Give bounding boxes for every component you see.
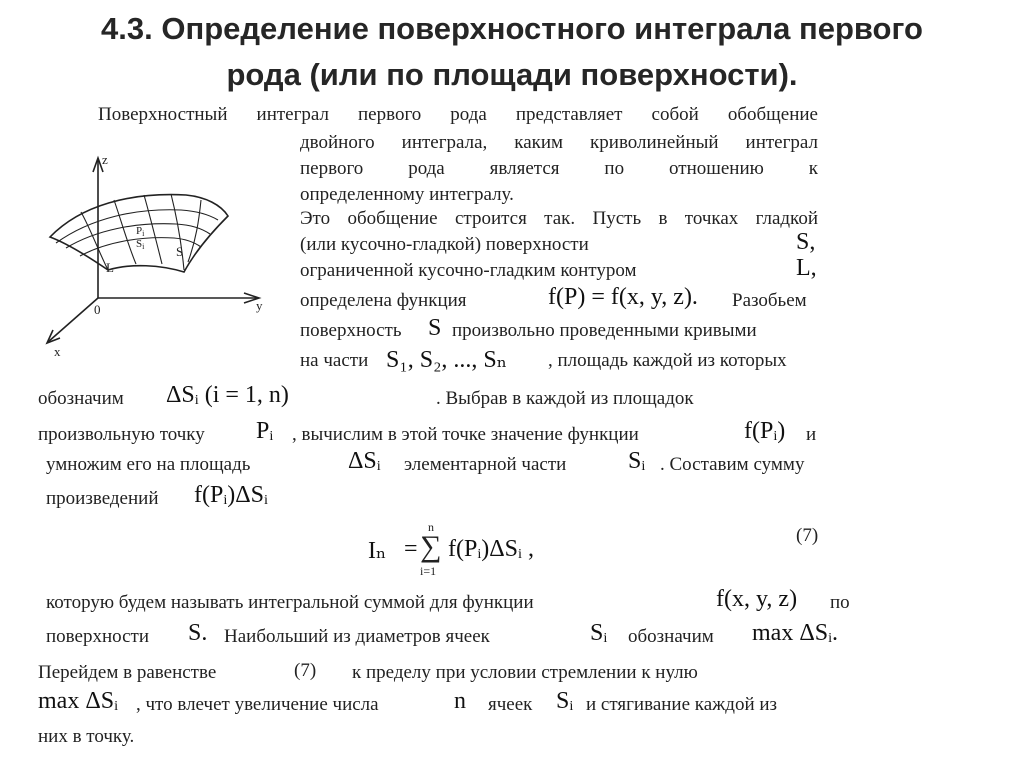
equation-ref: (7)	[294, 660, 317, 681]
surface-s-ref: S.	[188, 620, 208, 646]
para2-line11-end: . Выбрав в каждой из площадок	[436, 388, 694, 409]
integral-sum-equation	[368, 518, 628, 584]
function-at-point: f(Pᵢ)	[744, 418, 786, 444]
para4-line18-mid: ячеек	[488, 694, 533, 715]
cell-si-2: Sᵢ	[556, 688, 574, 714]
para2-line13: умножим его на площадь	[46, 454, 251, 475]
area-element: ΔSᵢ	[348, 448, 381, 474]
max-delta-s: max ΔSᵢ.	[752, 620, 839, 646]
function-xyz: f(x, y, z)	[716, 586, 798, 612]
cell-label: Si	[136, 238, 145, 251]
para1-line4: определенному интегралу.	[300, 184, 514, 205]
equation-number: (7)	[796, 525, 819, 546]
para4-line17-end: к пределу при условии стремлении к нулю	[352, 662, 698, 683]
title-line-1: 4.3. Определение поверхностного интеграла первого	[101, 11, 923, 46]
n-symbol: n	[454, 688, 466, 714]
para2-line13-mid: элементарной части	[404, 454, 567, 475]
point-symbol: Pᵢ	[256, 418, 274, 444]
surface-s-symbol: S,	[796, 229, 816, 255]
equation-equals: =	[404, 536, 418, 562]
para2-line9-end: произвольно проведенными кривыми	[452, 320, 757, 341]
point-label: Pi	[136, 225, 145, 238]
contour-label: L	[106, 260, 114, 275]
para2-line8: определена функция	[300, 290, 467, 311]
axis-label-x: x	[54, 344, 61, 359]
equation-rhs: f(Pᵢ)ΔSᵢ ,	[448, 536, 534, 562]
para3-line16-mid: Наибольший из диаметров ячеек	[224, 626, 490, 647]
para3-line15: которую будем называть интегральной суммой для функции	[46, 592, 534, 613]
slide-title	[0, 6, 1024, 98]
sum-lower-limit: i=1	[420, 564, 437, 578]
sum-upper-limit: n	[428, 520, 434, 534]
contour-l-symbol: L,	[796, 255, 817, 281]
equation-lhs: Iₙ	[368, 538, 387, 564]
para1-line2: двойного интеграла, каким криволинейный интеграл	[300, 132, 818, 153]
para2-line10-end: , площадь каждой из которых	[548, 350, 787, 371]
para4-line18: , что влечет увеличение числа	[136, 694, 379, 715]
para2-line9: поверхность	[300, 320, 402, 341]
para4-line18-end: и стягивание каждой из	[586, 694, 778, 715]
function-definition: f(P) = f(x, y, z).	[548, 284, 698, 310]
product-formula: f(Pᵢ)ΔSᵢ	[194, 482, 268, 508]
para2-line12-mid: , вычислим в этой точке значение функции	[292, 424, 639, 445]
para1-line3: первого рода является по отношению к	[300, 158, 818, 179]
para2-line13-end: . Составим сумму	[660, 454, 805, 475]
parts-formula: S₁, S₂, ..., Sₙ	[386, 347, 508, 373]
cell-si-ref: Sᵢ	[590, 620, 608, 646]
para3-line16: поверхности	[46, 626, 150, 647]
sum-sign: ∑	[420, 530, 442, 563]
para2-line5: Это обобщение строится так. Пусть в точках гладкой	[300, 208, 818, 229]
title-line-2: рода (или по площади поверхности).	[226, 57, 798, 92]
axis-label-z: z	[102, 152, 108, 167]
para2-line6: (или кусочно-гладкой) поверхности	[300, 234, 589, 255]
para4-line19: них в точку.	[38, 726, 135, 747]
cell-symbol: Sᵢ	[628, 448, 646, 474]
origin-label: 0	[94, 302, 101, 317]
para2-line12: произвольную точку	[38, 424, 205, 445]
area-formula: ΔSᵢ (i = 1, n)	[166, 382, 289, 408]
para4-line17: Перейдем в равенстве	[38, 662, 217, 683]
para2-line7: ограниченной кусочно-гладким контуром	[300, 260, 637, 281]
para2-line11: обозначим	[38, 388, 124, 409]
para2-line8-end: Разобьем	[732, 290, 807, 311]
axis-label-y: y	[256, 298, 263, 313]
max-delta-s-2: max ΔSᵢ	[38, 688, 119, 714]
para2-line14: произведений	[46, 488, 159, 509]
surface-symbol: S	[428, 315, 442, 341]
x-axis	[48, 298, 98, 342]
surface-figure	[36, 150, 276, 365]
para2-line10: на части	[300, 350, 369, 371]
para1-line1: Поверхностный интеграл первого рода представляет собой обобщение	[98, 104, 818, 125]
para3-line16-mid2: обозначим	[628, 626, 714, 647]
para3-line15-end: по	[830, 592, 850, 613]
surface-label: S	[176, 244, 184, 259]
para2-line12-end: и	[806, 424, 817, 445]
